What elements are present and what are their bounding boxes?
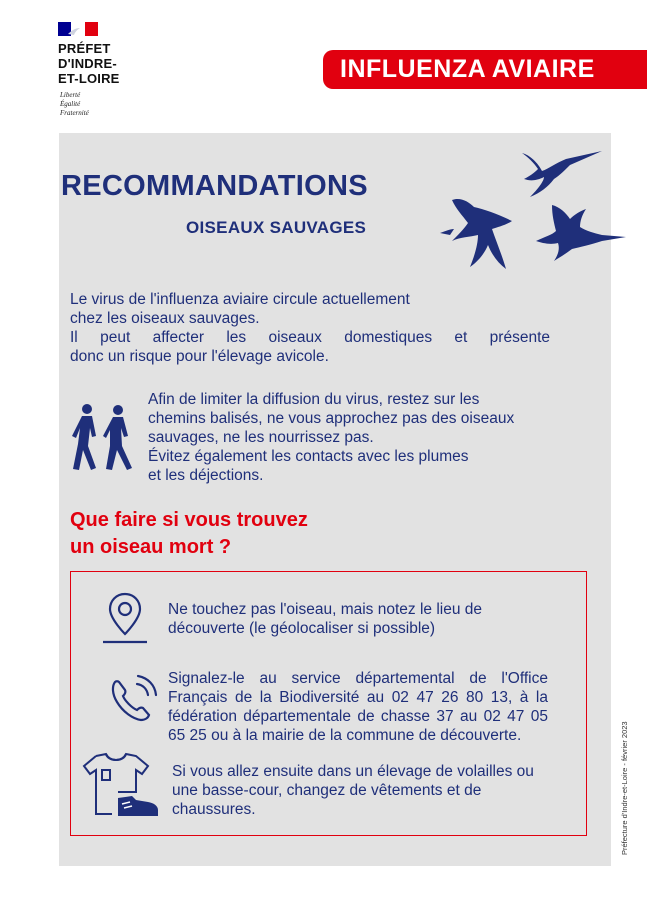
credit-text: Préfecture d'Indre-et-Loire - février 2023 — [620, 721, 629, 855]
step-text: Signalez-le au service départemental de l'Office Français de la Biodiversité au 02 47 26 80 13, à la fédération départementale de chasse 37 au 02 47 05 65 25 ou à la mairie de la commune de découverte. — [168, 670, 548, 744]
prefet-line: D'INDRE- — [58, 56, 117, 71]
page-title: RECOMMANDATIONS — [61, 170, 368, 202]
page-subtitle: OISEAUX SAUVAGES — [186, 218, 367, 237]
phone-call-icon — [107, 672, 159, 724]
walk-line: Afin de limiter la diffusion du virus, restez sur les — [148, 391, 480, 408]
intro-line: donc un risque pour l'élevage avicole. — [70, 348, 329, 365]
step-text: Ne touchez pas l'oiseau, mais notez le lieu de découverte (le géolocaliser si possible) — [168, 601, 483, 637]
walk-line: Évitez également les contacts avec les plumes — [148, 448, 469, 465]
intro-paragraph — [70, 290, 550, 366]
motto-line: Égalité — [60, 100, 81, 108]
intro-line: Le virus de l'influenza aviaire circule actuellement — [70, 291, 410, 308]
intro-line: chez les oiseaux sauvages. — [70, 310, 260, 327]
motto-line: Fraternité — [60, 109, 89, 117]
question-line: Que faire si vous trouvez — [70, 509, 308, 531]
flying-birds-icon — [430, 145, 630, 280]
walk-line: sauvages, ne les nourrissez pas. — [148, 429, 374, 446]
republic-motto — [60, 91, 89, 118]
prefet-line: PRÉFET — [58, 41, 111, 56]
walk-line: et les déjections. — [148, 467, 264, 484]
dead-bird-question — [70, 507, 308, 561]
step-text: Si vous allez ensuite dans un élevage de volailles ou une basse-cour, changez de vêtements et de chaussures. — [172, 763, 534, 818]
prefecture-name — [58, 41, 120, 86]
walk-paragraph — [148, 390, 558, 485]
intro-line: Il peut affecter les oiseaux domestiques et présente — [70, 329, 550, 346]
marianne-logo — [58, 22, 98, 36]
prefet-line: ET-LOIRE — [58, 71, 120, 86]
clothes-shoe-icon — [82, 752, 160, 822]
question-line: un oiseau mort ? — [70, 536, 232, 558]
banner-title: INFLUENZA AVIAIRE — [323, 50, 647, 89]
hikers-icon — [70, 402, 140, 472]
location-pin-icon — [100, 590, 150, 646]
motto-line: Liberté — [60, 91, 81, 99]
walk-line: chemins balisés, ne vous approchez pas des oiseaux — [148, 410, 515, 427]
